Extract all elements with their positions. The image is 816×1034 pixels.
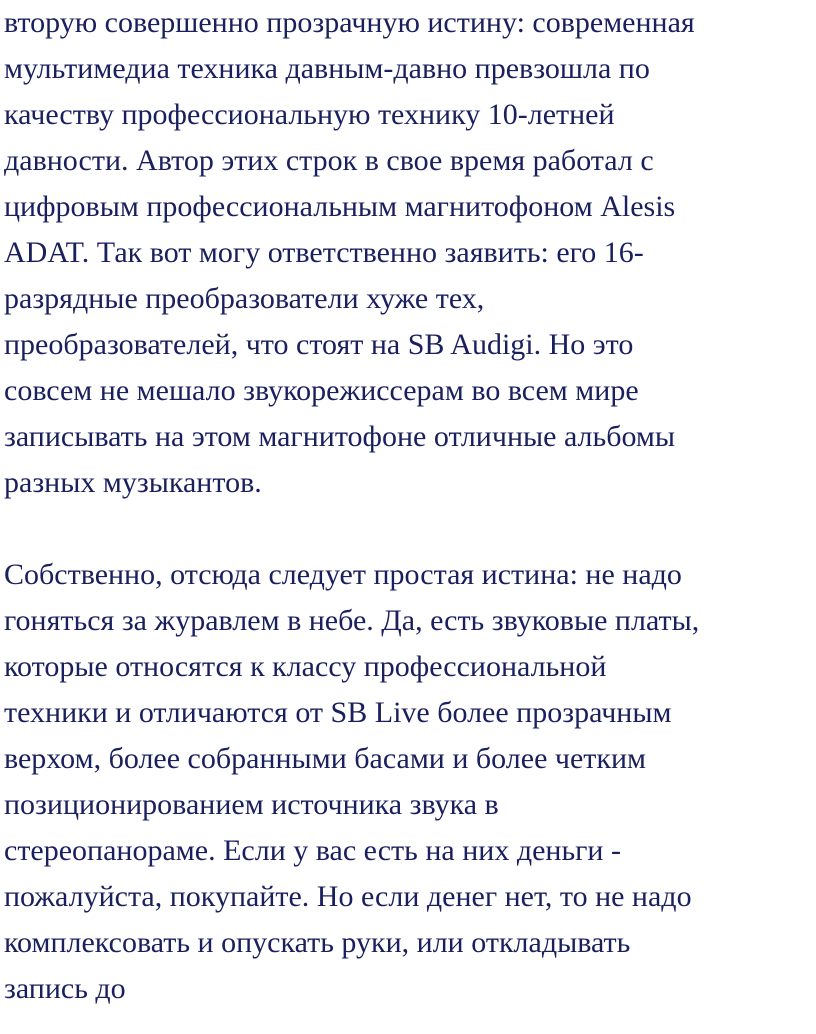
text-line: техники и отличаются от SB Live более прозрачным — [4, 696, 672, 729]
text-line: ADAT. Так вот могу ответственно заявить: его 16- — [4, 236, 644, 269]
paragraph-2 — [4, 552, 816, 1012]
text-line: Собственно, отсюда следует простая истина: не надо — [4, 558, 682, 591]
text-line: пожалуйста, покупайте. Но если денег нет, то не надо — [4, 880, 692, 913]
text-line: гоняться за журавлем в небе. Да, есть звуковые платы, — [4, 604, 700, 637]
text-line: совсем не мешало звукорежиссерам во всем мире — [4, 374, 639, 407]
text-line: давности. Автор этих строк в свое время работал с — [4, 144, 654, 177]
text-line: мультимедиа техника давным-давно превзошла по — [4, 52, 650, 85]
text-line: верхом, более собранными басами и более четким — [4, 742, 647, 775]
text-line: разных музыкантов. — [4, 466, 262, 499]
paragraph-1 — [4, 0, 816, 506]
text-line: преобразователей, что стоят на SB Audigi. Но это — [4, 328, 634, 361]
text-line: цифровым профессиональным магнитофоном Alesis — [4, 190, 676, 223]
text-line: которые относятся к классу профессиональной — [4, 650, 607, 683]
text-line: стереопанораме. Если у вас есть на них деньги - — [4, 834, 621, 867]
text-line: вторую совершенно прозрачную истину: современная — [4, 6, 695, 39]
text-line: качеству профессиональную технику 10-летней — [4, 98, 615, 131]
text-line: запись до — [4, 972, 126, 1005]
text-line: комплексовать и опускать руки, или откладывать — [4, 926, 631, 959]
text-line: позиционированием источника звука в — [4, 788, 499, 821]
paragraph-gap — [4, 506, 816, 552]
text-line: записывать на этом магнитофоне отличные альбомы — [4, 420, 676, 453]
text-line: разрядные преобразователи хуже тех, — [4, 282, 485, 315]
